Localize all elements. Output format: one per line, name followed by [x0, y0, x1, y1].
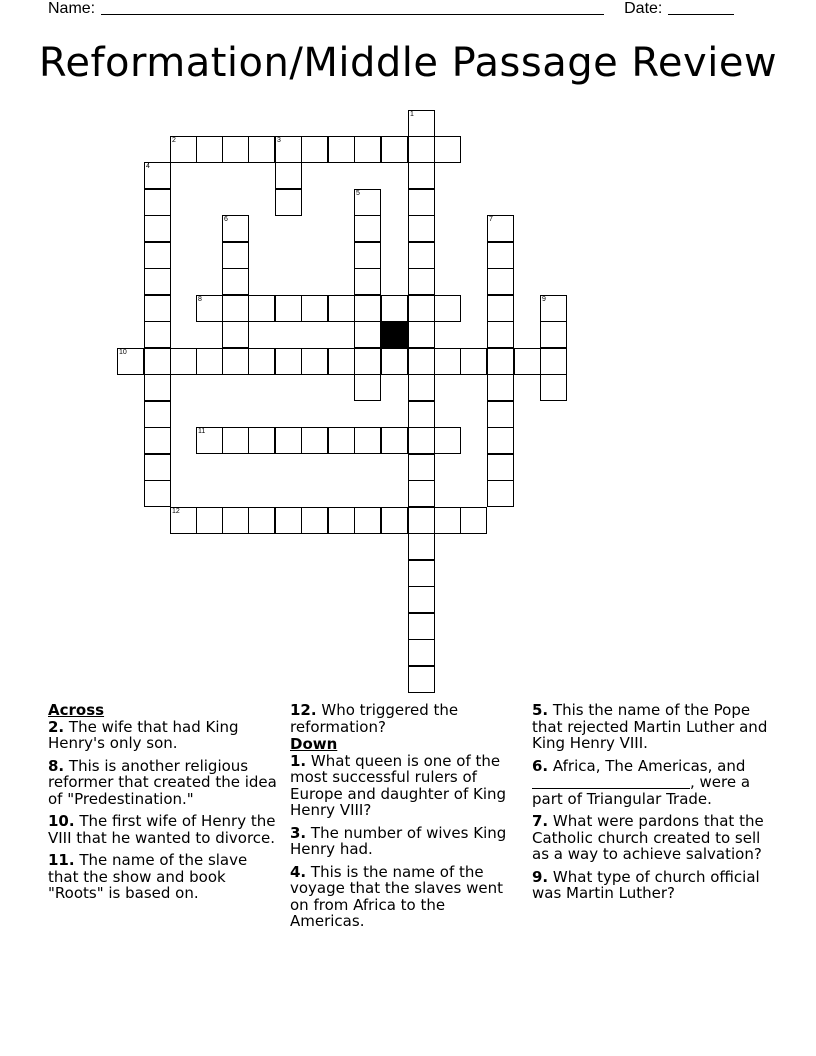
clue-down-3: 3. The number of wives King Henry had.: [290, 823, 507, 858]
crossword-cell[interactable]: [408, 162, 435, 189]
crossword-cell[interactable]: [248, 427, 275, 454]
crossword-cell[interactable]: [408, 374, 435, 401]
crossword-cell[interactable]: [434, 507, 461, 534]
crossword-cell[interactable]: [117, 348, 144, 375]
clue-across-12: 12. Who triggered the reformation?: [290, 701, 459, 736]
clue-number-label: 11: [198, 428, 206, 435]
crossword-cell[interactable]: [275, 295, 302, 322]
crossword-cell[interactable]: [408, 215, 435, 242]
crossword-cell[interactable]: [144, 321, 171, 348]
crossword-cell[interactable]: [222, 295, 249, 322]
crossword-cell[interactable]: [408, 427, 435, 454]
clue-number-label: 8: [198, 296, 202, 303]
crossword-black-cell: [381, 321, 408, 348]
crossword-cell[interactable]: [354, 215, 381, 242]
crossword-cell[interactable]: [408, 321, 435, 348]
crossword-cell[interactable]: [540, 295, 567, 322]
crossword-cell[interactable]: [487, 427, 514, 454]
crossword-cell[interactable]: [144, 454, 171, 481]
crossword-cell[interactable]: [408, 560, 435, 587]
crossword-cell[interactable]: [540, 348, 567, 375]
clue-down-6: 6. Africa, The Americas, and , were a part of Triangular Trade.: [532, 756, 751, 808]
crossword-cell[interactable]: [144, 480, 171, 507]
date-label: Date:: [624, 0, 663, 17]
crossword-cell[interactable]: [381, 348, 408, 375]
crossword-cell[interactable]: [222, 242, 249, 269]
clues-column-1: [48, 702, 280, 908]
crossword-cell[interactable]: [354, 321, 381, 348]
crossword-cell[interactable]: [354, 427, 381, 454]
clues-column-3: [532, 702, 768, 908]
crossword-cell[interactable]: [487, 454, 514, 481]
name-label: Name:: [48, 0, 96, 17]
crossword-cell[interactable]: [408, 639, 435, 666]
clue-across-8: 8. This is another religious reformer that created the idea of "Predestination.": [48, 756, 277, 808]
crossword-cell[interactable]: [222, 507, 249, 534]
crossword-cell[interactable]: [434, 136, 461, 163]
crossword-cell[interactable]: [301, 427, 328, 454]
crossword-cell[interactable]: [222, 215, 249, 242]
crossword-cell[interactable]: [354, 242, 381, 269]
crossword-cell[interactable]: [301, 295, 328, 322]
clue-down-9: 9. What type of church official was Martin Luther?: [532, 867, 760, 902]
crossword-cell[interactable]: [222, 427, 249, 454]
clue-number-label: 3: [277, 137, 281, 144]
crossword-cell[interactable]: [144, 401, 171, 428]
crossword-cell[interactable]: [248, 136, 275, 163]
across-heading: Across: [48, 701, 105, 719]
crossword-cell[interactable]: [354, 507, 381, 534]
crossword-cell[interactable]: [222, 348, 249, 375]
crossword-cell[interactable]: [144, 242, 171, 269]
crossword-cell[interactable]: [381, 136, 408, 163]
clue-down-5: 5. This the name of the Pope that rejected Martin Luther and King Henry VIII.: [532, 701, 768, 752]
crossword-cell[interactable]: [381, 507, 408, 534]
crossword-cell[interactable]: [354, 295, 381, 322]
crossword-cell[interactable]: [301, 507, 328, 534]
crossword-cell[interactable]: [434, 348, 461, 375]
crossword-cell[interactable]: [170, 136, 197, 163]
crossword-cell[interactable]: [275, 136, 302, 163]
crossword-cell[interactable]: [487, 295, 514, 322]
crossword-cell[interactable]: [354, 374, 381, 401]
crossword-cell[interactable]: [408, 348, 435, 375]
crossword-cell[interactable]: [434, 295, 461, 322]
crossword-cell[interactable]: [408, 454, 435, 481]
crossword-cell[interactable]: [328, 136, 355, 163]
clue-number-label: 7: [489, 216, 493, 223]
crossword-cell[interactable]: [408, 533, 435, 560]
clue-number-label: 5: [356, 190, 360, 197]
crossword-cell[interactable]: [328, 348, 355, 375]
crossword-cell[interactable]: [408, 401, 435, 428]
crossword-cell[interactable]: [248, 348, 275, 375]
crossword-cell[interactable]: [144, 427, 171, 454]
crossword-cell[interactable]: [487, 268, 514, 295]
crossword-cell[interactable]: [408, 613, 435, 640]
crossword-cell[interactable]: [460, 348, 487, 375]
answer-blank: [532, 776, 690, 789]
crossword-cell[interactable]: [434, 427, 461, 454]
crossword-cell[interactable]: [275, 189, 302, 216]
crossword-cell[interactable]: [408, 268, 435, 295]
crossword-cell[interactable]: [301, 136, 328, 163]
crossword-cell[interactable]: [487, 348, 514, 375]
crossword-cell[interactable]: [487, 215, 514, 242]
crossword-cell[interactable]: [408, 136, 435, 163]
crossword-cell[interactable]: [196, 427, 223, 454]
crossword-cell[interactable]: [170, 507, 197, 534]
crossword-cell[interactable]: [408, 666, 435, 693]
clue-number-label: 10: [119, 349, 127, 356]
clue-across-10: 10. The first wife of Henry the VIII that he wanted to divorce.: [48, 812, 276, 847]
clue-number-label: 9: [542, 296, 546, 303]
crossword-cell[interactable]: [408, 110, 435, 137]
clue-number-label: 4: [146, 163, 150, 170]
crossword-cell[interactable]: [196, 507, 223, 534]
crossword-cell[interactable]: [275, 348, 302, 375]
crossword-cell[interactable]: [328, 427, 355, 454]
crossword-cell[interactable]: [328, 507, 355, 534]
clue-across-2: 2. The wife that had King Henry's only son.: [48, 717, 239, 752]
crossword-cell[interactable]: [514, 348, 541, 375]
crossword-cell[interactable]: [487, 374, 514, 401]
crossword-cell[interactable]: [487, 401, 514, 428]
crossword-cell[interactable]: [408, 480, 435, 507]
crossword-cell[interactable]: [408, 189, 435, 216]
crossword-cell[interactable]: [408, 586, 435, 613]
clue-number-label: 2: [172, 137, 176, 144]
crossword-cell[interactable]: [196, 136, 223, 163]
crossword-cell[interactable]: [381, 427, 408, 454]
crossword-cell[interactable]: [487, 480, 514, 507]
clue-number-label: 1: [410, 111, 414, 118]
clues-column-2: [290, 702, 512, 936]
crossword-cell[interactable]: [144, 295, 171, 322]
crossword-cell[interactable]: [275, 507, 302, 534]
down-heading: Down: [290, 735, 338, 753]
crossword-cell[interactable]: [222, 136, 249, 163]
crossword-cell[interactable]: [144, 374, 171, 401]
clue-number-label: 6: [224, 216, 228, 223]
crossword-cell[interactable]: [540, 321, 567, 348]
crossword-cell[interactable]: [222, 321, 249, 348]
crossword-cell[interactable]: [275, 427, 302, 454]
crossword-cell[interactable]: [222, 268, 249, 295]
crossword-cell[interactable]: [301, 348, 328, 375]
crossword-cell[interactable]: [487, 321, 514, 348]
crossword-cell[interactable]: [248, 507, 275, 534]
crossword-cell[interactable]: [408, 507, 435, 534]
crossword-cell[interactable]: [196, 295, 223, 322]
crossword-cell[interactable]: [354, 348, 381, 375]
crossword-cell[interactable]: [144, 268, 171, 295]
crossword-cell[interactable]: [144, 348, 171, 375]
crossword-cell[interactable]: [144, 189, 171, 216]
clue-down-7: 7. What were pardons that the Catholic church created to sell as a way to achieve salvation?: [532, 812, 764, 863]
crossword-cell[interactable]: [460, 507, 487, 534]
crossword-cell[interactable]: [540, 374, 567, 401]
crossword-cell[interactable]: [170, 348, 197, 375]
crossword-cell[interactable]: [354, 268, 381, 295]
crossword-cell[interactable]: [328, 295, 355, 322]
crossword-cell[interactable]: [381, 295, 408, 322]
crossword-cell[interactable]: [248, 295, 275, 322]
crossword-cell[interactable]: [354, 189, 381, 216]
crossword-cell[interactable]: [196, 348, 223, 375]
crossword-cell[interactable]: [144, 162, 171, 189]
crossword-cell[interactable]: [487, 242, 514, 269]
clue-across-11: 11. The name of the slave that the show and book "Roots" is based on.: [48, 851, 248, 902]
crossword-cell[interactable]: [408, 242, 435, 269]
clue-number-label: 12: [172, 508, 180, 515]
crossword-cell[interactable]: [408, 295, 435, 322]
clue-down-1: 1. What queen is one of the most successful rulers of Europe and daughter of King Henry VIII?: [290, 751, 507, 819]
crossword-cell[interactable]: [144, 215, 171, 242]
crossword-cell[interactable]: [275, 162, 302, 189]
crossword-cell[interactable]: [354, 136, 381, 163]
page-title: Reformation/Middle Passage Review: [38, 40, 778, 86]
clue-down-4: 4. This is the name of the voyage that the slaves went on from Africa to the Americas.: [290, 862, 504, 930]
